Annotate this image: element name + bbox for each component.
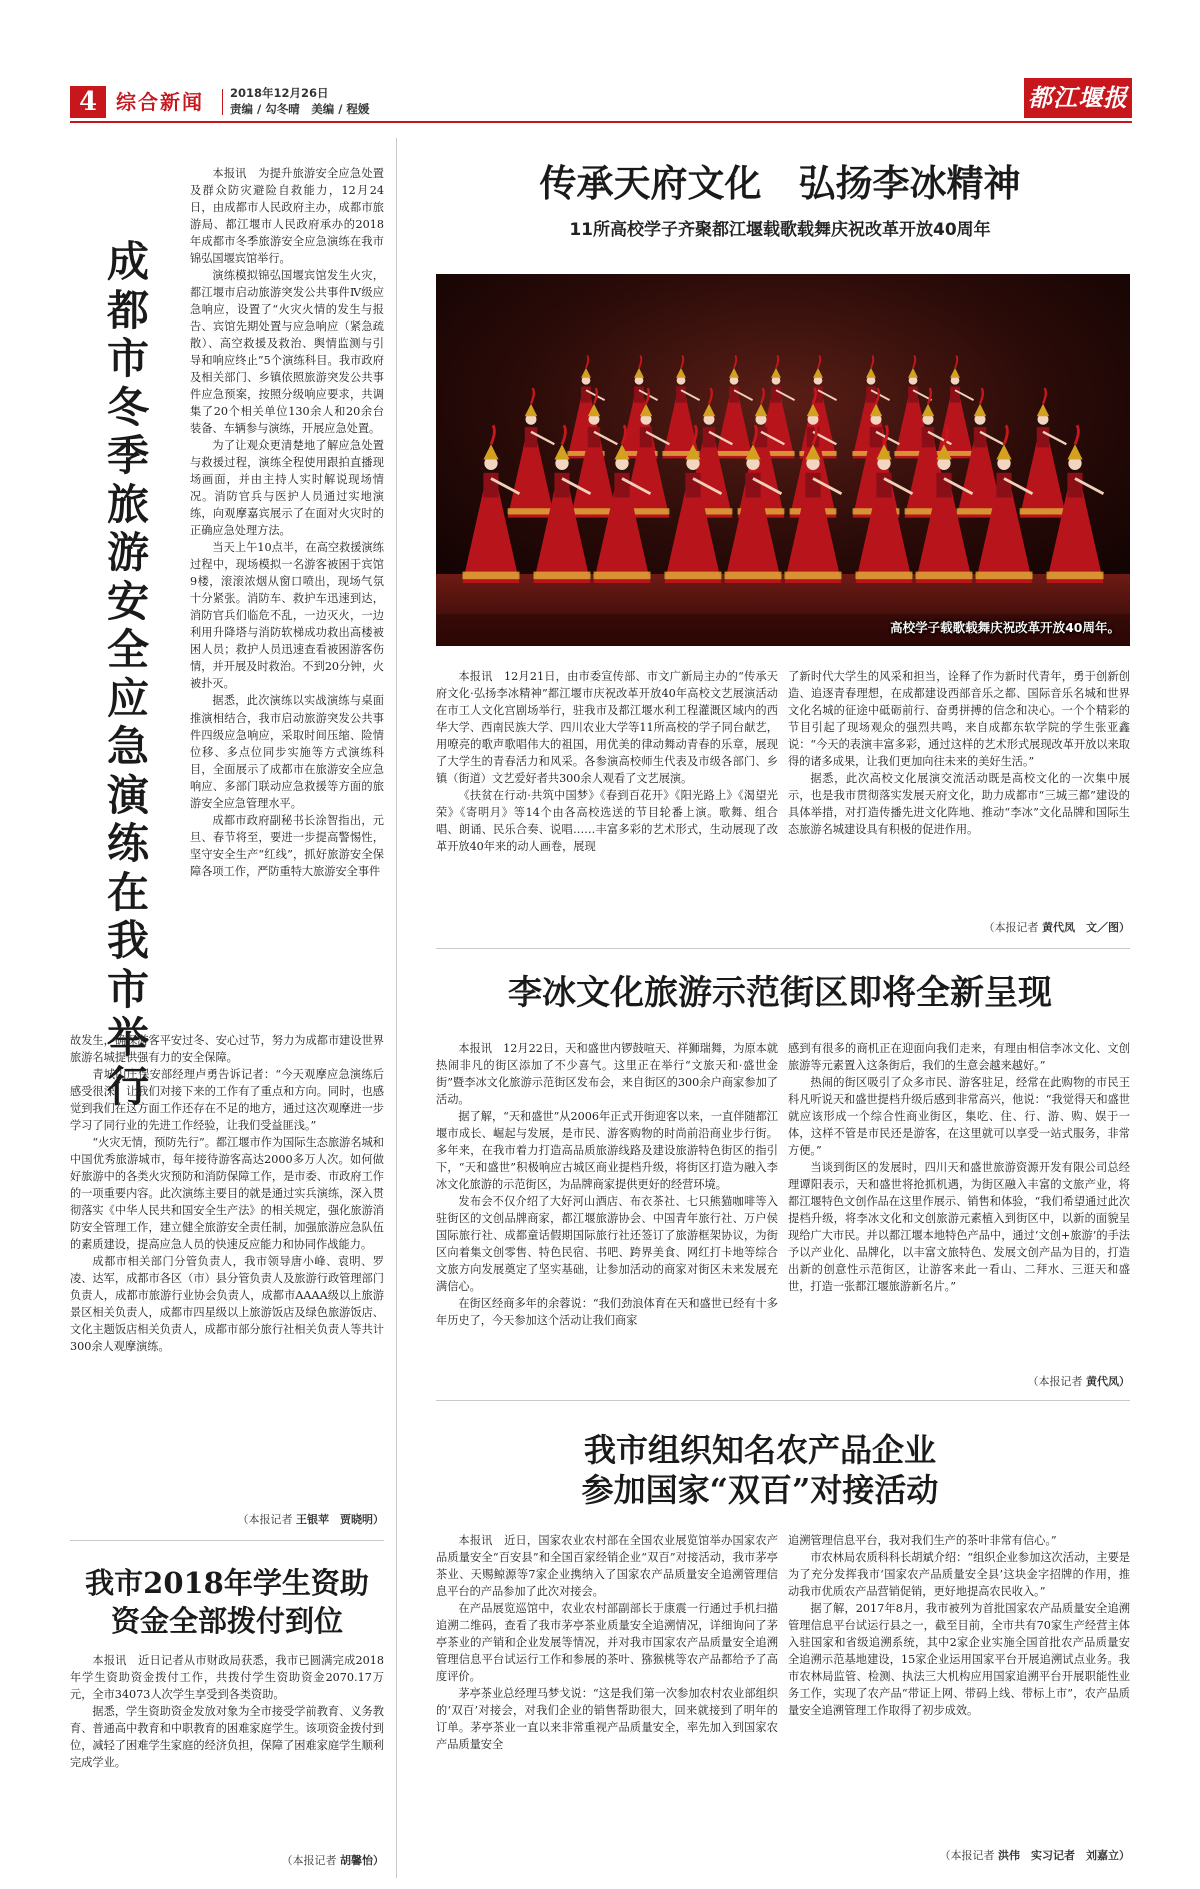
culture-headline: 传承天府文化 弘扬李冰精神 bbox=[539, 161, 1021, 205]
dateline bbox=[230, 85, 369, 117]
paragraph: 演练模拟锦弘国堰宾馆发生火灾，都江堰市启动旅游突发公共事件Ⅳ级应急响应，设置了“火灾火情的发生与报告、宾馆先期处置与应急响应（紧急疏散）、高空救援及救治、舆情监测与引导和响应终止”5个演练科目。我市政府及相关部门、乡镇依照旅游突发公共事件应急预案，按照分级响应要求，共调集了20个相关单位130余人和20余台装备、车辆参与演练，开展应急处置。 bbox=[190, 269, 384, 436]
headline-char: 季 bbox=[106, 431, 149, 480]
paragraph: 本报讯 为提升旅游安全应急处置及群众防灾避险自救能力，12月24日，由成都市人民政府主办，成都市旅游局、都江堰市人民政府承办的2018年成都市冬季旅游安全应急演练在我市锦弘国堰宾馆举行。 bbox=[190, 167, 384, 266]
headline-char: 举 bbox=[106, 1013, 149, 1062]
headline-char: 应 bbox=[106, 673, 149, 723]
headline-char: 我 bbox=[106, 916, 149, 965]
masthead-rule bbox=[70, 121, 1132, 123]
agri-byline: （本报记者 洪伟 实习记者 刘嘉立） bbox=[939, 1849, 1130, 1862]
headline-char: 冬 bbox=[106, 382, 149, 432]
headline-char: 市 bbox=[106, 964, 149, 1014]
paragraph: 发布会不仅介绍了大好河山酒店、布衣茶社、七只熊猫咖啡等入驻街区的文创品牌商家，都江堰旅游协会、中国青年旅行社、万户侯国际旅行社、成都童话假期国际旅行社还签订了旅游框架协议，为街区向着集文创零售、特色民宿、书吧、跨界美食、网红打卡地等综合文旅方向发展奠定了坚实基础，让参加活动的商家对街区未来发展充满信心。 bbox=[436, 1195, 778, 1294]
headline-char: 都 bbox=[106, 285, 149, 335]
section-name: 综合新闻 bbox=[116, 90, 204, 114]
street-byline: （本报记者 黄代凤） bbox=[1027, 1375, 1130, 1388]
agri-body-col1 bbox=[436, 1532, 778, 1866]
story-divider bbox=[70, 1540, 384, 1541]
newspaper-logo: 都江堰报 bbox=[1024, 78, 1132, 118]
culture-subhead: 11所高校学子齐聚都江堰载歌载舞庆祝改革开放40周年 bbox=[569, 220, 991, 240]
drill-byline: （本报记者 王银苹 贾晓明） bbox=[237, 1513, 384, 1526]
paragraph: 市农林局农质科科长胡斌介绍：“组织企业参加这次活动，主要是为了充分发挥我市‘国家农产品质量安全县’这块金字招牌的作用，推动我市优质农产品营销促销，更好地提高农民收入。” bbox=[788, 1551, 1130, 1599]
paragraph: 为了让观众更清楚地了解应急处置与救援过程，演练全程使用跟拍直播现场画面，并由主持人实时解说现场情况。消防官兵与医护人员通过实地演练，向观摩嘉宾展示了在面对火灾时的正确应急处理方法。 bbox=[190, 439, 384, 538]
paragraph: 本报讯 12月22日，天和盛世内锣鼓喧天、祥狮瑞舞，为原本就热闹非凡的街区添加了不少喜气。这里正在举行“文旅天和·盛世金街”暨李冰文化旅游示范街区发布会，来自街区的300余户商家参加了活动。 bbox=[436, 1042, 778, 1107]
drill-headline bbox=[103, 238, 153, 1111]
paragraph: 据悉，此次高校文化展演交流活动既是高校文化的一次集中展示，也是我市贯彻落实发展天府文化，助力成都市“三城三都”建设的具体举措，对打造传播先进文化阵地、推动“李冰”文化品牌和国际生态旅游名城建设具有积极的促进作用。 bbox=[788, 772, 1130, 837]
paragraph: 《扶贫在行动·共筑中国梦》《春到百花开》《阳光路上》《渴望光荣》《寄明月》等14个由各高校选送的节目轮番上演。歌舞、组合唱、朗诵、民乐合奏、说唱……丰富多彩的艺术形式，生动展现了改革开放40年来的动人画卷，展现 bbox=[436, 789, 778, 854]
paragraph: 当谈到街区的发展时，四川天和盛世旅游资源开发有限公司总经理谭阳表示，天和盛世将抢抓机遇，为街区融入丰富的文旅产业，将都江堰特色文创作品在这里作展示、销售和体验，“我们希望通过此次提档升级，将李冰文化和文创旅游元素植入到街区中，以新的面貌呈现给广大市民。并以都江堰本地特色产品中，通过‘文创+旅游’的手法予以产业化、品牌化，以丰富文旅特色、发展文创产品为目的，打造出新的创意性示范街区，让游客来此一看山、二拜水、三逛天和盛世，打造一张都江堰旅游新名片。” bbox=[788, 1161, 1130, 1294]
paragraph: 故发生，确保游客平安过冬、安心过节，努力为成都市建设世界旅游名城提供强有力的安全保障。 bbox=[70, 1034, 384, 1065]
paragraph: 茅亭茶业总经理马梦戈说：“这是我们第一次参加农村农业部组织的‘双百’对接会，对我们企业的销售帮助很大，回来就接到了明年的订单。茅亭茶业一直以来非常重视产品质量安全，率先加入到国家农产品质量安全 bbox=[436, 1687, 778, 1752]
headline-line: 我市组织知名农产品企业 bbox=[583, 1431, 936, 1469]
masthead-divider bbox=[222, 89, 223, 115]
street-body-col1 bbox=[436, 1040, 778, 1370]
paragraph: “火灾无情，预防先行”。都江堰市作为国际生态旅游名城和中国优秀旅游城市，每年接待游客高达2000多万人次。如何做好旅游中的各类火灾预防和消防保障工作，是市委、市政府工作的一项重要内容。此次演练主要目的就是通过实兵演练，深入贯彻落实《中华人民共和国安全生产法》的相关规定，强化旅游消防安全管理工作，建立健全旅游安全责任制，加强旅游应急队伍的素质建设，提高应急人员的快速反应能力和协同作战能力。 bbox=[70, 1136, 384, 1252]
headline-char: 练 bbox=[106, 819, 149, 868]
aid-body bbox=[70, 1652, 384, 1846]
aid-byline: （本报记者 胡馨怡） bbox=[281, 1854, 384, 1867]
paragraph: 据悉，此次演练以实战演练与桌面推演相结合，我市启动旅游突发公共事件四级应急响应，采取时间压缩、险情位移、多点位同步实施等方式演练科目，全面展示了成都市在旅游安全应急响应、多部门联动应急救援等方面的旅游安全应急管理水平。 bbox=[190, 694, 384, 810]
headline-char: 旅 bbox=[106, 479, 149, 529]
drill-body-wide bbox=[70, 1032, 384, 1502]
paragraph: 据悉，学生资助资金发放对象为全市接受学前教育、义务教育、普通高中教育和中职教育的困难家庭学生。该项资金拨付到位，减轻了困难学生家庭的经济负担，保障了困难家庭学生顺利完成学业。 bbox=[70, 1705, 384, 1770]
headline-char: 游 bbox=[106, 528, 149, 577]
culture-body-col2 bbox=[788, 668, 1130, 914]
paragraph: 本报讯 近日记者从市财政局获悉，我市已圆满完成2018年学生资助资金拨付工作，共拨付学生资助资金2070.17万元，全市34073人次学生享受到各类资助。 bbox=[70, 1654, 384, 1702]
paragraph: 据了解，“天和盛世”从2006年正式开街迎客以来，一直伴随都江堰市成长、崛起与发展，是市民、游客购物的时尚前沿商业步行街。多年来，在我市着力打造高品质旅游线路及建设旅游特色街区的指引下，“天和盛世”积极响应古城区商业提档升级，将街区打造为融入李冰文化旅游的示范街区，为品牌商家提供更好的经营环境。 bbox=[436, 1110, 778, 1192]
stage-photo-image bbox=[436, 274, 1130, 646]
editor-credits: 责编 / 勾冬晴 美编 / 程媛 bbox=[230, 102, 370, 116]
page-number: 4 bbox=[70, 86, 106, 118]
headline-line: 资金全部拨付到位 bbox=[110, 1604, 343, 1638]
headline-char: 急 bbox=[106, 722, 149, 771]
paragraph: 追溯管理信息平台，我对我们生产的茶叶非常有信心。” bbox=[788, 1534, 1057, 1547]
agri-body-col2 bbox=[788, 1532, 1130, 1832]
paragraph: 热闹的街区吸引了众多市民、游客驻足，经常在此购物的市民王科凡听说天和盛世提档升级后感到非常高兴，他说：“我觉得天和盛世就应该形成一个综合性商业街区，集吃、住、行、游、购、娱于一体，这样不管是市民还是游客，在这里就可以享受一站式服务，非常方便。” bbox=[788, 1076, 1130, 1158]
headline-char: 在 bbox=[106, 867, 149, 917]
agri-headline bbox=[480, 1430, 1040, 1510]
culture-body-col1 bbox=[436, 668, 778, 914]
column-divider bbox=[396, 138, 397, 1878]
headline-char: 市 bbox=[106, 334, 149, 383]
street-body-col2 bbox=[788, 1040, 1130, 1370]
paragraph: 本报讯 12月21日，由市委宣传部、市文广新局主办的“传承天府文化·弘扬李冰精神”都江堰市庆祝改革开放40年高校文艺展演活动在市工人文化宫剧场举行，驻我市及都江堰水利工程灌溉区域内的西华大学、西南民族大学、四川农业大学等11所高校的学子同台献艺，用嘹亮的歌声歌唱伟大的祖国，用优美的律动舞动青春的乐章，展现了大学生的青春活力和风采。各参演高校师生代表及市级各部门、乡镇（街道）文艺爱好者共300余人观看了文艺展演。 bbox=[436, 670, 778, 786]
paragraph: 本报讯 近日，国家农业农村部在全国农业展览馆举办国家农产品质量安全“百安县”和全国百家经销企业“双百”对接活动，我市茅亭茶业、天赐鲸源等7家企业携纳入了国家农产品质量安全追溯管理信息平台的产品参加了此次对接会。 bbox=[436, 1534, 778, 1599]
headline-char: 行 bbox=[106, 1061, 149, 1111]
story-divider bbox=[436, 1400, 1130, 1401]
headline-char: 演 bbox=[106, 770, 149, 820]
aid-headline bbox=[70, 1564, 384, 1640]
headline-line: 参加国家“双百”对接活动 bbox=[581, 1471, 939, 1509]
paragraph: 成都市政府副秘书长涂智指出，元旦、春节将至，要进一步提高警惕性，坚守安全生产“红线”，抓好旅游安全保障各项工作，严防重特大旅游安全事件 bbox=[190, 813, 384, 878]
paragraph: 当天上午10点半，在高空救援演练过程中，现场模拟一名游客被困于宾馆9楼，滚滚浓烟从窗口喷出，现场气氛十分紧张。消防车、救护车迅速到达，消防官兵们临危不乱，一边灭火，一边利用升降塔与消防软梯成功救出高楼被困人员；救护人员迅速查看被困游客伤情，并开展及时救治。不到20分钟，火被扑灭。 bbox=[190, 541, 384, 691]
drill-body-narrow bbox=[190, 165, 384, 1032]
paragraph: 青城山庄保安部经理卢勇告诉记者：“今天观摩应急演练后感受很深，让我们对接下来的工作有了重点和方向。同时，也感觉到我们在这方面工作还存在不足的地方，通过这次观摩进一步学习了同行业的先进工作经验，让我们受益匪浅。” bbox=[70, 1068, 384, 1133]
street-headline: 李冰文化旅游示范街区即将全新呈现 bbox=[508, 973, 1052, 1013]
headline-char: 安 bbox=[106, 576, 149, 626]
story-divider bbox=[436, 948, 1130, 949]
photo-caption: 高校学子载歌载舞庆祝改革开放40周年。 bbox=[890, 620, 1120, 635]
headline-char: 成 bbox=[106, 237, 149, 286]
paragraph: 在产品展览巡馆中，农业农村部副部长于康震一行通过手机扫描追溯二维码，查看了我市茅亭茶业质量安全追溯情况，详细询问了茅亭茶业的产销和企业发展等情况，并对我市国家农产品质量安全追溯管理信息平台试运行工作和参展的茶叶、猕猴桃等农产品都给予了高度评价。 bbox=[436, 1602, 778, 1684]
headline-line: 我市2018年学生资助 bbox=[85, 1566, 369, 1600]
paragraph: 在街区经商多年的余蓉说：“我们劲浪体育在天和盛世已经有十多年历史了，今天参加这个活动让我们商家 bbox=[436, 1297, 778, 1328]
issue-date: 2018年12月26日 bbox=[230, 86, 329, 100]
culture-byline: （本报记者 黄代凤 文／图） bbox=[983, 921, 1130, 934]
headline-char: 全 bbox=[106, 625, 149, 674]
paragraph: 成都市相关部门分管负责人，我市领导唐小峰、袁明、罗凌、达军，成都市各区（市）县分管负责人及旅游行政管理部门负责人，成都市旅游行业协会负责人，成都市AAAA级以上旅游景区相关负责人，成都市四星级以上旅游饭店及绿色旅游饭店、文化主题饭店相关负责人，成都市部分旅行社相关负责人等共计300余人观摩演练。 bbox=[70, 1255, 384, 1354]
paragraph: 了新时代大学生的风采和担当，诠释了作为新时代青年，勇于创新创造、追逐青春理想，在成都建设西部音乐之都、国际音乐名城和世界文化名城的征途中砥砺前行、奋勇拼搏的信念和决心。一个个精彩的节目引起了现场观众的强烈共鸣，来自成都东软学院的学生张亚鑫说：“今天的表演丰富多彩，通过这样的艺术形式展现改革开放以来取得的诸多成果，让我们更加向往未来的美好生活。” bbox=[788, 670, 1130, 769]
paragraph: 据了解，2017年8月，我市被列为首批国家农产品质量安全追溯管理信息平台试运行县之一，截至目前，全市共有70家生产经营主体入驻国家和省级追溯系统，其中2家企业实施全国首批农产品质量安全追溯示范基地建设，15家企业运用国家平台开展追溯试点业务。我市农林局监管、检测、执法三大机构应用国家追溯平台开展职能性业务工作，实现了农产品“带证上网、带码上线、带标上市”，农产品质量安全追溯管理工作取得了初步成效。 bbox=[788, 1602, 1130, 1718]
stage-photo bbox=[436, 274, 1130, 646]
paragraph: 感到有很多的商机正在迎面向我们走来，有理由相信李冰文化、文创旅游等元素置入这条街后，我们的生意会越来越好。” bbox=[788, 1042, 1130, 1073]
